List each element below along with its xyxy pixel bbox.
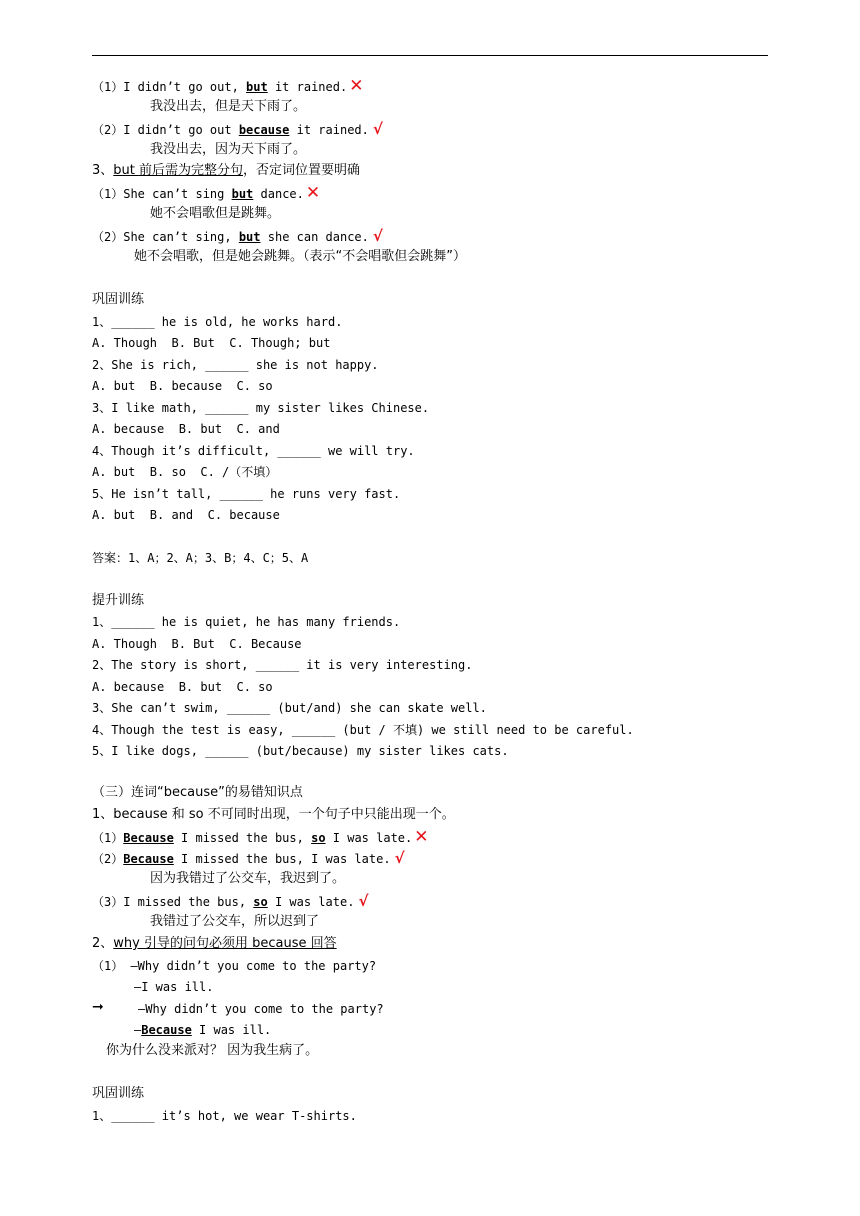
check-mark-icon: √: [358, 892, 369, 910]
header-rule: [92, 55, 768, 56]
question: 4、Though it’s difficult, ______ we will try.: [92, 444, 415, 458]
example-line: （3）I missed the bus, so I was late. √: [92, 892, 369, 910]
example-line: （2）Because I missed the bus, I was late. √: [92, 849, 405, 867]
cross-mark-icon: ✕: [305, 183, 321, 203]
dialogue-line: （1） —Why didn’t you come to the party?: [92, 959, 377, 973]
example-line: （1）I didn’t go out, but it rained. ✕: [92, 76, 364, 96]
dialogue-line: —Why didn’t you come to the party?: [138, 1002, 384, 1016]
section-title: （三）连词“because”的易错知识点: [92, 785, 303, 800]
rule-heading: 3、but 前后需为完整分句，否定词位置要明确: [92, 163, 361, 178]
dialogue-line: —I was ill.: [134, 980, 214, 994]
example-line: （1）Because I missed the bus, so I was late. ✕: [92, 827, 429, 847]
question: 1、______ it’s hot, we wear T-shirts.: [92, 1109, 357, 1123]
question: 2、The story is short, ______ it is very interesting.: [92, 658, 473, 672]
practice-title: 巩固训练: [92, 1086, 145, 1101]
example-line: （2）She can’t sing, but she can dance. √: [92, 227, 383, 245]
cross-mark-icon: ✕: [349, 76, 364, 96]
rule-text: 1、because 和 so 不可同时出现，一个句子中只能出现一个。: [92, 807, 455, 822]
options: A. but B. because C. so: [92, 379, 273, 393]
question: 2、She is rich, ______ she is not happy.: [92, 358, 379, 372]
options: A. because B. but C. so: [92, 680, 273, 694]
options: A. but B. and C. because: [92, 508, 280, 522]
rule-text: 2、why 引导的问句必须用 because 回答: [92, 936, 337, 951]
options: A. because B. but C. and: [92, 422, 280, 436]
check-mark-icon: √: [372, 120, 383, 138]
dialogue-line: —Because I was ill.: [134, 1023, 272, 1037]
cross-mark-icon: ✕: [414, 827, 429, 847]
translation: 我没出去，但是天下雨了。: [150, 99, 307, 114]
options: A. Though B. But C. Because: [92, 637, 302, 651]
options: A. Though B. But C. Though; but: [92, 336, 331, 350]
question: 5、He isn’t tall, ______ he runs very fast.: [92, 487, 401, 501]
translation: 我没出去，因为天下雨了。: [150, 142, 307, 157]
example-line: （2）I didn’t go out because it rained. √: [92, 120, 383, 138]
answer-key: 答案：1、A；2、A；3、B；4、C；5、A: [92, 551, 309, 565]
question: 1、______ he is old, he works hard.: [92, 315, 343, 329]
example-line: （1）She can’t sing but dance. ✕: [92, 183, 321, 203]
practice-title: 巩固训练: [92, 292, 145, 307]
practice-title: 提升训练: [92, 593, 145, 608]
translation: 我错过了公交车，所以迟到了: [150, 914, 320, 929]
translation: 因为我错过了公交车，我迟到了。: [150, 871, 346, 886]
translation: 你为什么没来派对？ 因为我生病了。: [106, 1043, 319, 1058]
question: 3、I like math, ______ my sister likes Chinese.: [92, 401, 430, 415]
options: A. but B. so C. /（不填）: [92, 465, 278, 479]
question: 4、Though the test is easy, ______ (but / 不填) we still need to be careful.: [92, 723, 634, 737]
question: 3、She can’t swim, ______ (but/and) she can skate well.: [92, 701, 487, 715]
translation: 她不会唱歌，但是她会跳舞。（表示“不会唱歌但会跳舞”）: [134, 249, 466, 264]
arrow-icon: ➞: [92, 999, 104, 1015]
check-mark-icon: √: [394, 849, 405, 867]
question: 1、______ he is quiet, he has many friends.: [92, 615, 401, 629]
check-mark-icon: √: [372, 227, 383, 245]
question: 5、I like dogs, ______ (but/because) my sister likes cats.: [92, 744, 509, 758]
translation: 她不会唱歌但是跳舞。: [150, 206, 281, 221]
